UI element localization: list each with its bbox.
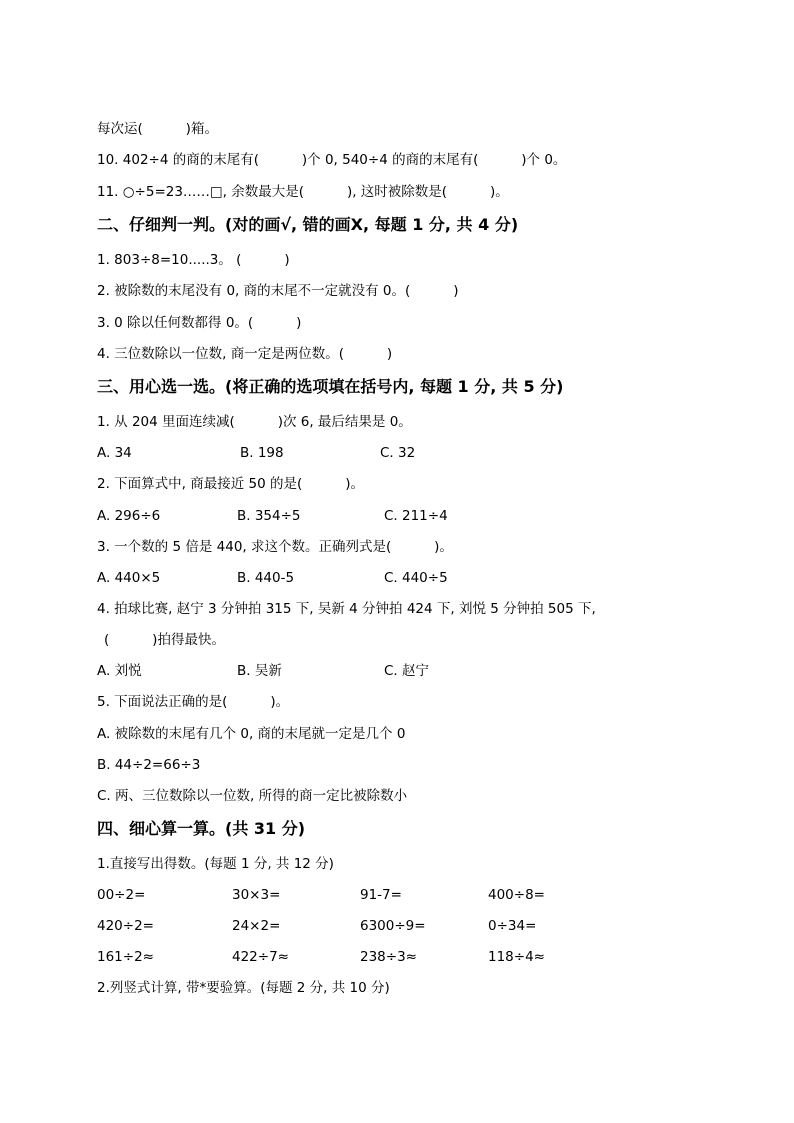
section-4-sub-2: 2.列竖式计算, 带*要验算。(每题 2 分, 共 10 分) (97, 980, 390, 996)
judge-item-2: 2. 被除数的末尾没有 0, 商的末尾不一定就没有 0。( ) (97, 283, 459, 299)
calc-cell: 118÷4≈ (488, 949, 545, 965)
judge-item-1: 1. 803÷8=10.....3。 ( ) (97, 252, 290, 268)
q4-option-a: A. 刘悦 (97, 663, 142, 679)
choice-question-4-line-2: ( )拍得最快。 (104, 632, 225, 648)
choice-question-4-line-1: 4. 拍球比赛, 赵宁 3 分钟拍 315 下, 吴新 4 分钟拍 424 下, 刘悦 5 分钟拍 505 下, (97, 601, 596, 617)
section-2-heading: 二、仔细判一判。(对的画√, 错的画X, 每题 1 分, 共 4 分) (97, 215, 519, 234)
judge-item-3: 3. 0 除以任何数都得 0。( ) (97, 315, 302, 331)
q1-option-c: C. 32 (380, 445, 416, 461)
fill-question-10: 10. 402÷4 的商的末尾有( )个 0, 540÷4 的商的末尾有( )个 0。 (97, 152, 567, 168)
section-4-heading: 四、细心算一算。(共 31 分) (97, 819, 306, 838)
calc-cell: 0÷34= (488, 918, 537, 934)
q1-option-b: B. 198 (240, 445, 284, 461)
q4-option-c: C. 赵宁 (384, 663, 430, 679)
calc-cell: 422÷7≈ (232, 949, 289, 965)
q3-option-c: C. 440÷5 (384, 570, 448, 586)
choice-question-5: 5. 下面说法正确的是( )。 (97, 694, 290, 710)
choice-question-3: 3. 一个数的 5 倍是 440, 求这个数。正确列式是( )。 (97, 539, 453, 555)
calc-cell: 420÷2= (97, 918, 154, 934)
fill-question-9-end: 每次运( )箱。 (97, 121, 218, 137)
judge-item-4: 4. 三位数除以一位数, 商一定是两位数。( ) (97, 346, 393, 362)
q5-option-b: B. 44÷2=66÷3 (97, 757, 201, 773)
choice-question-2: 2. 下面算式中, 商最接近 50 的是( )。 (97, 476, 364, 492)
q5-option-a: A. 被除数的末尾有几个 0, 商的末尾就一定是几个 0 (97, 726, 406, 742)
calc-cell: 00÷2= (97, 887, 146, 903)
q2-option-a: A. 296÷6 (97, 508, 161, 524)
q5-option-c: C. 两、三位数除以一位数, 所得的商一定比被除数小 (97, 788, 408, 804)
calc-cell: 24×2= (232, 918, 281, 934)
q3-option-a: A. 440×5 (97, 570, 161, 586)
q3-option-b: B. 440-5 (237, 570, 295, 586)
q2-option-c: C. 211÷4 (384, 508, 448, 524)
q4-option-b: B. 吴新 (237, 663, 282, 679)
section-3-heading: 三、用心选一选。(将正确的选项填在括号内, 每题 1 分, 共 5 分) (97, 377, 564, 396)
calc-cell: 30×3= (232, 887, 281, 903)
calc-cell: 161÷2≈ (97, 949, 154, 965)
calc-cell: 238÷3≈ (360, 949, 417, 965)
q2-option-b: B. 354÷5 (237, 508, 301, 524)
fill-question-11: 11. ○÷5=23……□, 余数最大是( ), 这时被除数是( )。 (97, 184, 509, 200)
choice-question-1: 1. 从 204 里面连续减( )次 6, 最后结果是 0。 (97, 414, 412, 430)
calc-cell: 400÷8= (488, 887, 545, 903)
section-4-sub-1: 1.直接写出得数。(每题 1 分, 共 12 分) (97, 856, 334, 872)
q1-option-a: A. 34 (97, 445, 132, 461)
calc-cell: 6300÷9= (360, 918, 426, 934)
calc-cell: 91-7= (360, 887, 402, 903)
